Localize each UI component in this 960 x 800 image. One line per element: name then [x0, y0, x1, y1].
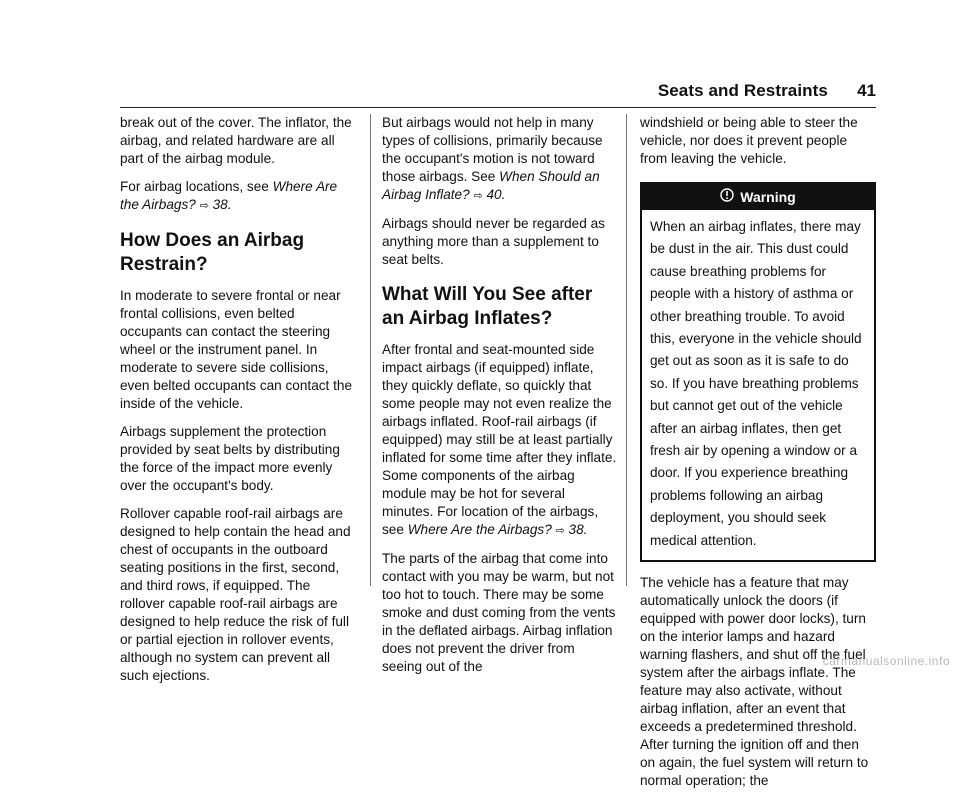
page-ref-arrow-icon: ⇨ — [473, 190, 483, 202]
warning-text: When an airbag inflates, there may be dust in the air. This dust could cause breathing problems for people with a history of asthma or other breathing trouble. To avoid this, everyone in the vehicle should get out as soon as it is safe to do so. If you have breathing problems but cannot get out of the vehicle after an airbag inflates, then get fresh air by opening a window or a door. If you experience breathing problems following an airbag deployment, you should seek medical attention. — [650, 219, 862, 548]
header-rule — [120, 107, 876, 108]
warning-header — [642, 184, 874, 210]
column-divider-1 — [370, 114, 371, 586]
paragraph: The vehicle has a feature that may automatically unlock the doors (if equipped with power door locks), turn on the interior lamps and hazard warning flashers, and shut off the fuel system after the airbags inflate. The feature may also activate, without airbag inflation, after an event that exceeds a predetermined threshold. After turning the ignition off and then on again, the fuel system will return to normal operation; the — [640, 575, 869, 789]
column-3 — [640, 114, 876, 800]
column-divider-2 — [626, 114, 627, 586]
cross-reference-link[interactable]: Where Are the Airbags? — [120, 179, 338, 212]
watermark: carmanualsonline.info — [822, 654, 950, 668]
warning-box — [640, 182, 876, 562]
page-ref-arrow-icon: ⇨ — [199, 200, 209, 212]
cross-reference-page[interactable]: 38 — [568, 522, 584, 537]
page-header — [120, 76, 876, 104]
paragraph: windshield or being able to steer the vehicle, nor does it prevent people from leaving the vehicle. — [640, 115, 858, 166]
warning-icon — [720, 188, 734, 206]
section-title: Seats and Restraints — [657, 81, 828, 100]
cross-reference-link[interactable]: Where Are the Airbags? — [407, 522, 552, 537]
paragraph: Airbags should never be regarded as anything more than a supplement to seat belts. — [382, 216, 605, 267]
section-heading: What Will You See after an Airbag Inflates? — [382, 284, 593, 329]
section-heading: How Does an Airbag Restrain? — [120, 230, 305, 275]
paragraph: The parts of the airbag that come into contact with you may be warm, but not too hot to touch. There may be some smoke and dust coming from the vents in the deflated airbags. Airbag inflation does not prevent the driver from seeing out of the — [382, 551, 616, 674]
paragraph-with-ref: For airbag locations, see Where Are the Airbags? ⇨ 38. — [120, 179, 338, 212]
paragraph-with-ref: After frontal and seat-mounted side impact airbags (if equipped) inflate, they quickly deflate, so quickly that some people may not even realize the airbags inflated. Roof-rail airbags (if equipped) may still be at least partially inflated for some time after they inflate. Some components of the airbag module may be hot for several minutes. For location of the airbags, see Where Are the Airbags? ⇨ 38. — [382, 342, 617, 537]
page-ref-arrow-icon: ⇨ — [555, 525, 565, 537]
paragraph: break out of the cover. The inflator, the airbag, and related hardware are all part of the airbag module. — [120, 115, 352, 166]
column-1 — [120, 114, 356, 695]
paragraph: Airbags supplement the protection provided by seat belts by distributing the force of the impact more evenly over the occupant's body. — [120, 424, 340, 493]
page-number: 41 — [857, 81, 876, 100]
column-2 — [382, 114, 618, 686]
paragraph: In moderate to severe frontal or near frontal collisions, even belted occupants can contact the steering wheel or the instrument panel. In moderate to severe side collisions, even belted occupants can contact the inside of the vehicle. — [120, 288, 353, 411]
cross-reference-link[interactable]: When Should an Airbag Inflate? — [382, 169, 600, 202]
warning-title: Warning — [740, 189, 796, 205]
cross-reference-page[interactable]: 38 — [212, 197, 228, 212]
paragraph: Rollover capable roof-rail airbags are designed to help contain the head and chest of occupants in the outboard seating positions in the first, second, and third rows, if equipped. The rollover capable roof-rail airbags are designed to help reduce the risk of full or partial ejection in rollover events, although no system can prevent all such ejections. — [120, 506, 351, 683]
paragraph-with-ref: But airbags would not help in many types of collisions, primarily because the occupant's motion is not toward those airbags. See When Should an Airbag Inflate? ⇨ 40. — [382, 115, 603, 202]
cross-reference-page[interactable]: 40 — [486, 187, 502, 202]
